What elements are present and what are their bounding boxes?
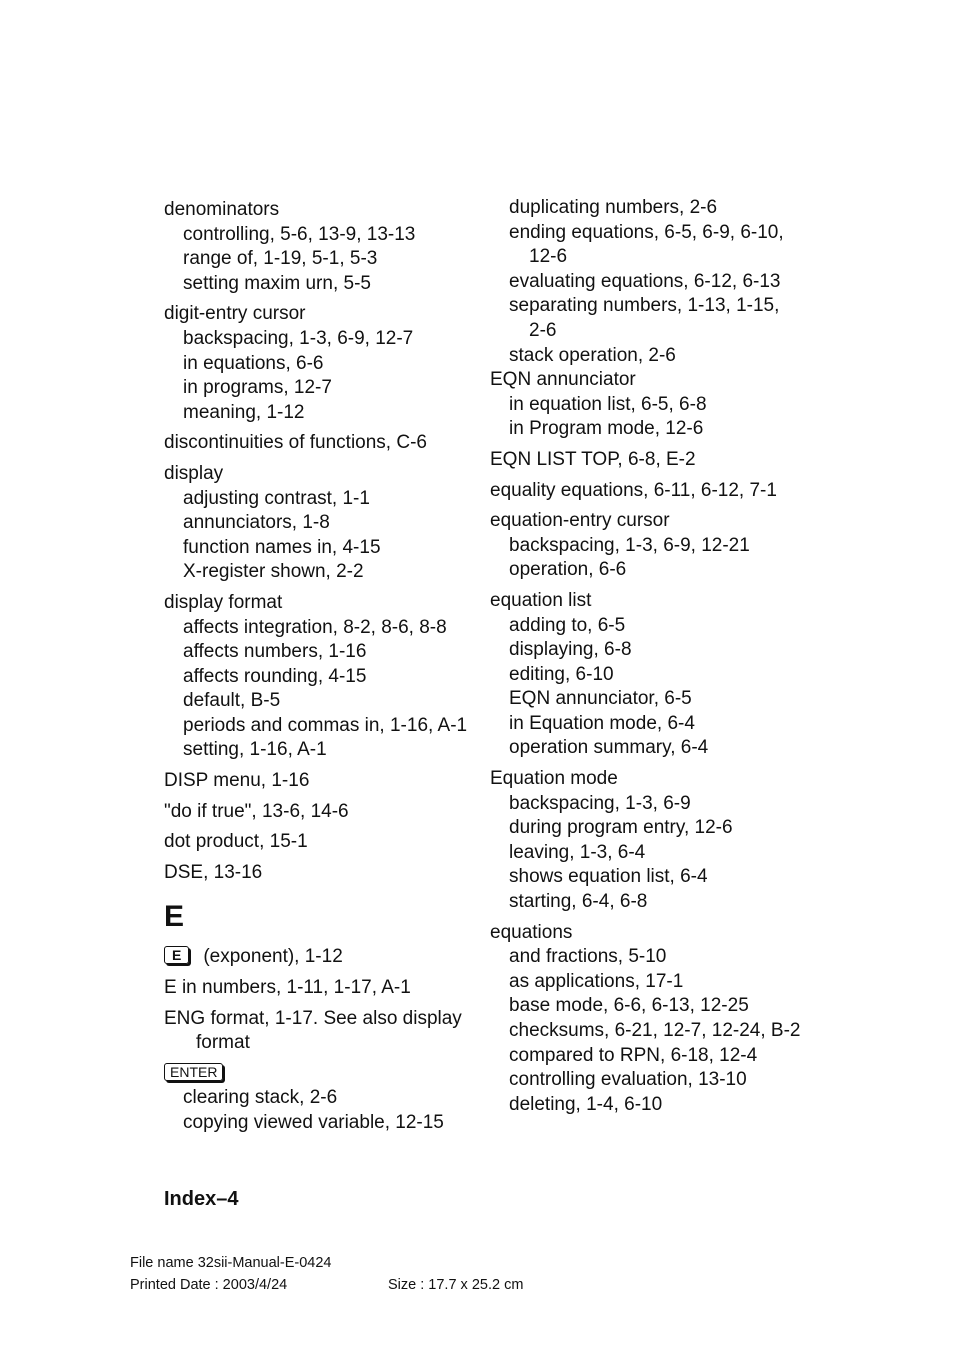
continued-subs (490, 196, 810, 368)
entry-subitem: displaying, 6-8 (509, 639, 632, 661)
entry-heading: denominators (164, 199, 280, 220)
index-entry (490, 921, 810, 1118)
entry-subitem: checksums, 6-21, 12-7, 12-24, B-2 (509, 1020, 801, 1041)
entry-subitem: meaning, 1-12 (183, 401, 305, 423)
entry-subitem: compared to RPN, 6-18, 12-4 (509, 1044, 758, 1066)
entry-heading: DSE, 13-16 (164, 861, 263, 883)
entry-heading: equation-entry cursor (490, 510, 670, 532)
entry-subitem: base mode, 6-6, 6-13, 12-25 (509, 995, 749, 1017)
entry-subitem: in programs, 12-7 (183, 377, 332, 399)
e-key-text: (exponent), 1-12 (203, 946, 343, 968)
footer-file-name: File name 32sii-Manual-E-0424 (130, 1255, 332, 1271)
entry-subitem: function names in, 4-15 (183, 536, 381, 558)
index-entry (164, 431, 474, 456)
enter-key-heading (164, 1062, 474, 1087)
index-entry (164, 800, 474, 825)
left-entries (164, 198, 474, 885)
entry-subitem: duplicating numbers, 2-6 (509, 197, 718, 218)
index-entry (490, 767, 810, 915)
entry-subitem-continuation: 12-6 (529, 246, 568, 268)
entry-subitem: range of, 1-19, 5-1, 5-3 (183, 248, 378, 270)
entry-heading: equations (490, 921, 573, 943)
entry-subitem: affects rounding, 4-15 (183, 665, 367, 687)
entry-subitem: default, B-5 (183, 690, 281, 712)
entry-subitem: EQN annunciator, 6-5 (509, 688, 692, 710)
entry-subitem: stack operation, 2-6 (509, 344, 676, 366)
entry-subitem: operation summary, 6-4 (509, 737, 709, 759)
entry-subitem: in Equation mode, 6-4 (509, 712, 695, 734)
index-entry (164, 861, 474, 886)
entry-subitem: editing, 6-10 (509, 663, 614, 685)
page-label: Index–4 (164, 1188, 239, 1210)
enter-key-entry (164, 1062, 474, 1136)
enter-key-subs (164, 1086, 474, 1135)
entry-subitem: controlling evaluation, 13-10 (509, 1069, 747, 1091)
entry-heading: equality equations, 6-11, 6-12, 7-1 (490, 479, 777, 501)
entry-heading: digit-entry cursor (164, 303, 306, 325)
entry-subitem: annunciators, 1-8 (183, 512, 330, 534)
entry-heading: Equation mode (490, 768, 618, 790)
footer-size: Size : 17.7 x 25.2 cm (388, 1277, 524, 1293)
e-in-numbers-entry: E in numbers, 1-11, 1-17, A-1 (164, 977, 411, 999)
index-entry (164, 769, 474, 794)
eng-format-line1: ENG format, 1-17. See also display (164, 1007, 462, 1029)
entry-subitem: in equations, 6-6 (183, 352, 324, 374)
index-entry (164, 198, 474, 296)
entry-subitem: leaving, 1-3, 6-4 (509, 841, 646, 863)
index-entry (490, 368, 810, 442)
entry-subitem: starting, 6-4, 6-8 (509, 891, 648, 913)
entry-subitem: separating numbers, 1-13, 1-15, (509, 295, 780, 317)
entry-subitem: adding to, 6-5 (509, 614, 626, 636)
entry-subitem: during program entry, 12-6 (509, 817, 733, 839)
enter-keycap-icon: ENTER (164, 1063, 223, 1081)
index-entry (164, 302, 474, 425)
entry-subitem: in equation list, 6-5, 6-8 (509, 393, 707, 415)
eng-format-line2: format (196, 1032, 250, 1054)
entry-subitem: shows equation list, 6-4 (509, 866, 708, 888)
index-entry (490, 509, 810, 583)
index-entry (164, 591, 474, 763)
entry-subitem: backspacing, 1-3, 6-9, 12-7 (183, 327, 414, 349)
eng-format-entry (164, 1007, 474, 1056)
entry-subitem: deleting, 1-4, 6-10 (509, 1093, 663, 1115)
entry-subitem: ending equations, 6-5, 6-9, 6-10, (509, 221, 784, 243)
index-entry (490, 448, 810, 473)
entry-subitem: backspacing, 1-3, 6-9, 12-21 (509, 534, 750, 556)
e-key-entry (164, 945, 474, 970)
entry-subitem: as applications, 17-1 (509, 970, 684, 992)
entry-heading: discontinuities of functions, C-6 (164, 432, 427, 454)
entry-subitem: periods and commas in, 1-16, A-1 (183, 714, 468, 736)
entry-heading: EQN annunciator (490, 369, 636, 391)
entry-subitem: affects integration, 8-2, 8-6, 8-8 (183, 616, 447, 638)
entry-heading: equation list (490, 589, 592, 611)
entry-heading: display format (164, 591, 283, 613)
entry-heading: EQN LIST TOP, 6-8, E-2 (490, 448, 696, 470)
entry-heading: dot product, 15-1 (164, 831, 308, 853)
index-right-column (490, 196, 810, 1117)
entry-subitem: and fractions, 5-10 (509, 946, 667, 968)
entry-subitem: affects numbers, 1-16 (183, 641, 367, 663)
entry-subitem: adjusting contrast, 1-1 (183, 487, 370, 509)
entry-subitem-continuation: 2-6 (529, 319, 557, 341)
index-left-column (164, 198, 474, 1136)
right-entries (490, 368, 810, 1117)
entry-subitem: setting, 1-16, A-1 (183, 739, 327, 761)
section-letter: E (164, 900, 185, 934)
entry-heading: display (164, 462, 224, 484)
index-entry (164, 830, 474, 855)
e-keycap-icon: E (164, 946, 189, 964)
entry-heading: DISP menu, 1-16 (164, 770, 310, 792)
footer-printed-date: Printed Date : 2003/4/24 (130, 1277, 288, 1293)
index-entry (490, 479, 810, 504)
index-entry (164, 462, 474, 585)
entry-subitem: X-register shown, 2-2 (183, 561, 364, 583)
entry-subitem: setting maxim urn, 5-5 (183, 272, 371, 294)
entry-subitem: evaluating equations, 6-12, 6-13 (509, 270, 781, 292)
entry-subitem: backspacing, 1-3, 6-9 (509, 792, 691, 814)
entry-subitem: operation, 6-6 (509, 559, 627, 581)
entry-subitem: clearing stack, 2-6 (183, 1087, 338, 1109)
entry-subitem: copying viewed variable, 12-15 (183, 1112, 444, 1133)
entry-subitem: in Program mode, 12-6 (509, 418, 704, 440)
entry-subitem: controlling, 5-6, 13-9, 13-13 (183, 223, 416, 245)
index-entry (490, 589, 810, 761)
entry-heading: "do if true", 13-6, 14-6 (164, 800, 349, 822)
